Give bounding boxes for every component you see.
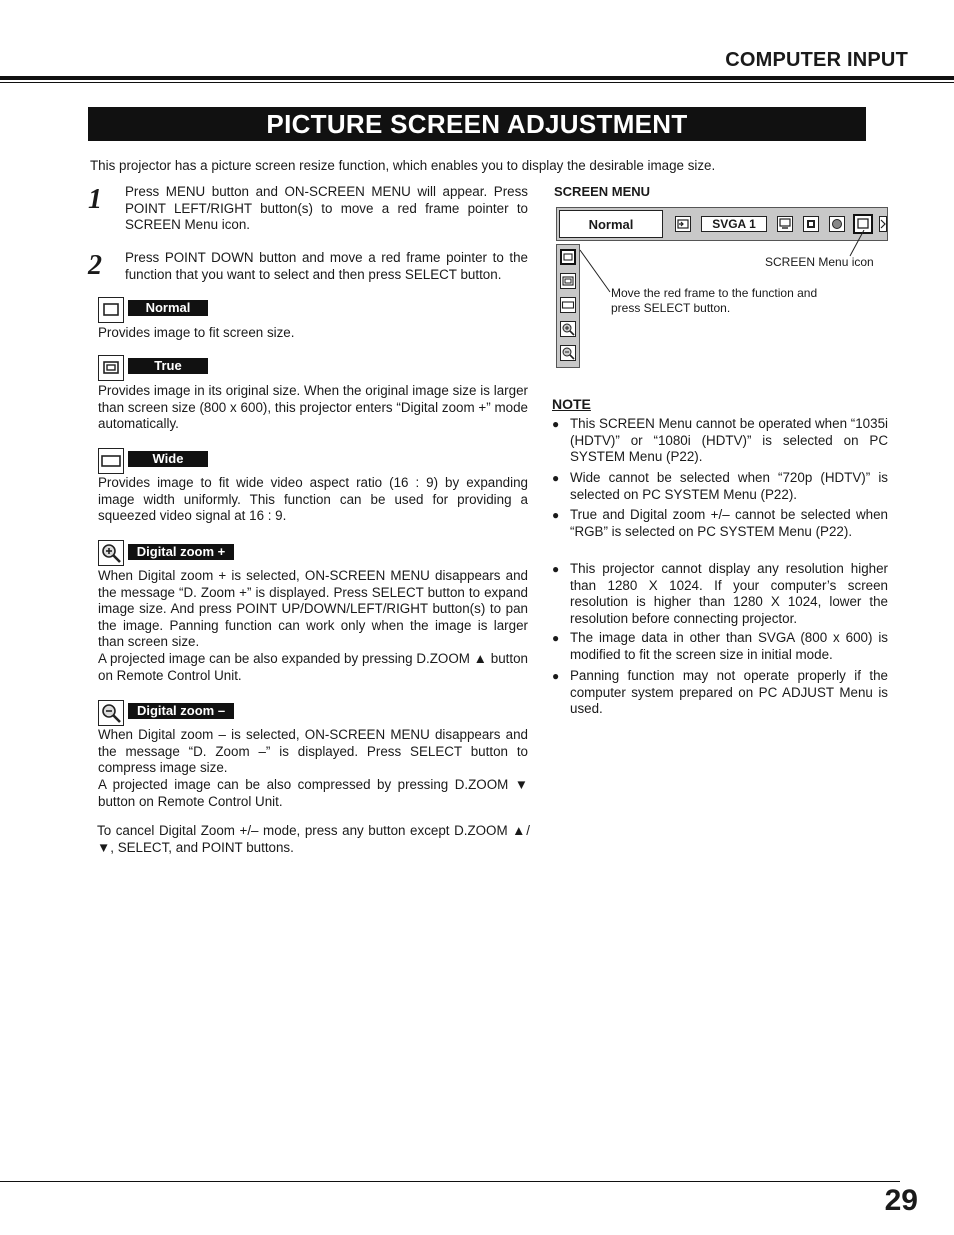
submenu-true-icon [560, 273, 576, 289]
header-rule-thick [0, 76, 954, 80]
normal-screen-icon [98, 297, 124, 323]
zoom-in-icon [98, 540, 124, 566]
bullet-icon: ● [552, 669, 560, 683]
true-screen-icon [98, 355, 124, 381]
note-item-text: This projector cannot display any resolution higher than 1280 X 1024. If your computer’s screen resolution is higher than 1280 X 1024, lower the resolution before connecting projector. [570, 561, 888, 626]
zoom-out-remote-note: A projected image can be also compressed by pressing D.ZOOM ▼ button on Remote Control Unit. [98, 777, 528, 809]
submenu-wide-icon [560, 297, 576, 313]
zoom-in-label: Digital zoom + [128, 544, 234, 560]
step-2-text: Press POINT DOWN button and move a red frame pointer to the function that you want to select and then press SELECT button. [125, 250, 528, 282]
section-header: COMPUTER INPUT [725, 49, 908, 71]
submenu-normal-icon [560, 249, 576, 265]
note-item-text: The image data in other than SVGA (800 x 600) is modified to fit the screen size in initial mode. [570, 630, 888, 662]
intro-text: This projector has a picture screen resize function, which enables you to display the desirable image size. [90, 158, 716, 173]
bullet-icon: ● [552, 562, 560, 576]
screen-menu-icon-callout: SCREEN Menu icon [765, 255, 874, 269]
footer-rule [0, 1181, 900, 1182]
screen-mode-field: Normal [559, 210, 663, 238]
note-item [552, 561, 888, 627]
note-item [552, 668, 888, 718]
note-heading: NOTE [552, 396, 591, 412]
wide-label: Wide [128, 451, 208, 467]
note-item [552, 470, 888, 503]
bullet-icon: ● [552, 508, 560, 522]
note-item-text: Wide cannot be selected when “720p (HDTV)” is selected on PC SYSTEM Menu (P22). [570, 470, 888, 502]
bullet-icon: ● [552, 631, 560, 645]
note-item [552, 416, 888, 466]
step-2-number: 2 [88, 250, 102, 281]
zoom-out-description: When Digital zoom – is selected, ON-SCREEN MENU disappears and the message “D. Zoom –” is displayed. Press SELECT button to compress image size. [98, 727, 528, 776]
submenu-zoom-out-icon [560, 345, 576, 361]
page-number: 29 [884, 1184, 918, 1217]
bullet-icon: ● [552, 471, 560, 485]
note-item-text: This SCREEN Menu cannot be operated when “1035i (HDTV)” or “1080i (HDTV)” is selected on PC SYSTEM Menu (P22). [570, 416, 888, 465]
signal-mode-field: SVGA 1 [701, 216, 767, 232]
cancel-zoom-note: To cancel Digital Zoom +/– mode, press any button except D.ZOOM ▲/▼, SELECT, and POINT buttons. [97, 823, 530, 855]
zoom-in-description: When Digital zoom + is selected, ON-SCREEN MENU disappears and the message “D. Zoom +” is displayed. Press SELECT button to expand image size. And press POINT UP/DOWN/LEFT/RIGHT button(s) to pan the image. Panning function can work only when the image is larger than screen size. [98, 568, 528, 650]
header-rule-thin [0, 82, 954, 83]
normal-description: Provides image to fit screen size. [98, 325, 295, 340]
normal-label: Normal [128, 300, 208, 316]
wide-screen-icon [98, 448, 124, 474]
submenu-zoom-in-icon [560, 321, 576, 337]
zoom-in-remote-note: A projected image can be also expanded by pressing D.ZOOM ▲ button on Remote Control Unit. [98, 651, 528, 683]
wide-description: Provides image to fit wide video aspect ratio (16 : 9) by expanding image width uniformly. This function can be used for providing a squeezed video signal at 16 : 9. [98, 475, 528, 524]
note-item-text: True and Digital zoom +/– cannot be selected when “RGB” is selected on PC SYSTEM Menu (P22). [570, 507, 888, 539]
screen-submenu [556, 244, 580, 368]
note-item-text: Panning function may not operate properly if the computer system prepared on PC ADJUST Menu is used. [570, 668, 888, 717]
step-1-number: 1 [88, 184, 102, 215]
step-1-text: Press MENU button and ON-SCREEN MENU will appear. Press POINT LEFT/RIGHT button(s) to move a red frame pointer to SCREEN Menu icon. [125, 184, 528, 233]
bullet-icon: ● [552, 417, 560, 431]
red-frame-callout: Move the red frame to the function and press SELECT button. [611, 286, 818, 315]
note-item [552, 507, 888, 540]
page-title: PICTURE SCREEN ADJUSTMENT [88, 107, 866, 141]
screen-menu-heading: SCREEN MENU [554, 184, 651, 199]
true-label: True [128, 358, 208, 374]
true-description: Provides image in its original size. When the original image size is larger than screen size (800 x 600), this projector enters “Digital zoom +” mode automatically. [98, 383, 528, 432]
note-item [552, 630, 888, 663]
zoom-out-icon [98, 700, 124, 726]
zoom-out-label: Digital zoom – [128, 703, 234, 719]
